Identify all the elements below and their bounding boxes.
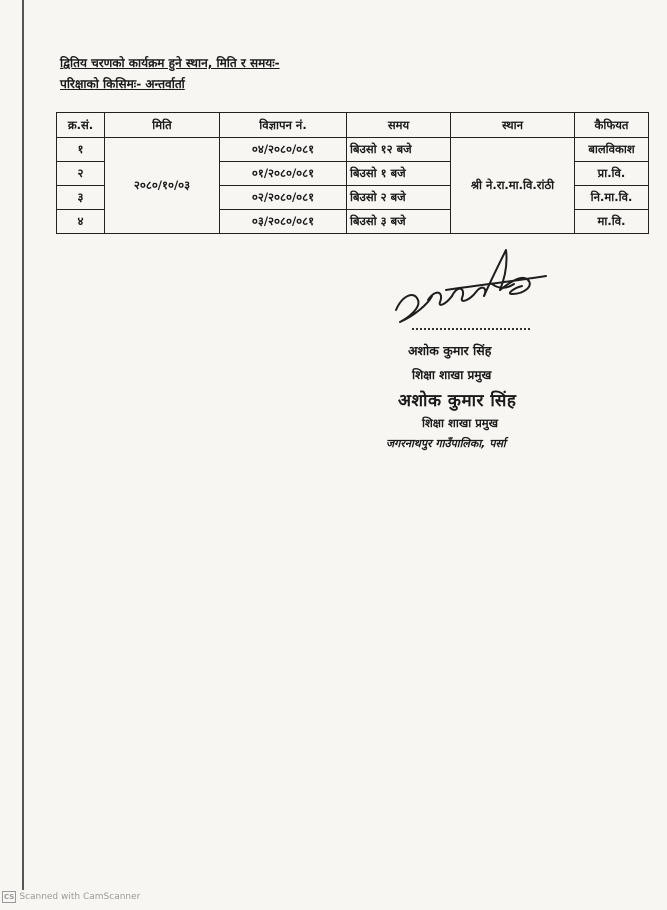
header-date: मिति (105, 113, 220, 138)
table-row (57, 138, 649, 162)
cell-remarks: नि.मा.वि. (575, 186, 649, 210)
watermark-text: Scanned with CamScanner (19, 892, 141, 902)
exam-type-heading: परिक्षाको किसिमः- अन्तर्वार्ता (60, 77, 185, 91)
cell-sn: ४ (57, 210, 105, 234)
header-venue: स्थान (451, 113, 575, 138)
cell-sn: ३ (57, 186, 105, 210)
cell-date: २०८०/१०/०३ (105, 138, 220, 234)
schedule-table (56, 112, 649, 234)
stamp-name: अशोक कुमार सिंह (398, 391, 517, 411)
handwritten-signature (388, 244, 558, 330)
cell-time: बिउसो १२ बजे (347, 138, 451, 162)
stamp-title: शिक्षा शाखा प्रमुख (422, 416, 499, 430)
cell-sn: २ (57, 162, 105, 186)
cell-remarks: प्रा.वि. (575, 162, 649, 186)
camscanner-watermark (2, 891, 140, 903)
header-sn: क्र.सं. (57, 113, 105, 138)
header-time: समय (347, 113, 451, 138)
camscanner-logo-icon: CS (4, 893, 15, 901)
signatory-title: शिक्षा शाखा प्रमुख (412, 368, 492, 382)
cell-ad-no: ०१/२०८०/०८१ (220, 162, 347, 186)
cell-time: बिउसो २ बजे (347, 186, 451, 210)
signature-line (412, 328, 530, 330)
cell-remarks: बालविकाश (575, 138, 649, 162)
cell-time: बिउसो १ बजे (347, 162, 451, 186)
header-ad-no: विज्ञापन नं. (220, 113, 347, 138)
cell-time: बिउसो ३ बजे (347, 210, 451, 234)
cell-ad-no: ०२/२०८०/०८१ (220, 186, 347, 210)
header-remarks: कैफियत (575, 113, 649, 138)
table-header-row (57, 113, 649, 138)
schedule-heading: द्वितिय चरणको कार्यक्रम हुने स्थान, मिति र समयः- (60, 56, 280, 70)
signatory-name: अशोक कुमार सिंह (408, 343, 492, 358)
signature-block (360, 240, 580, 470)
cell-ad-no: ०३/२०८०/०८१ (220, 210, 347, 234)
cell-ad-no: ०४/२०८०/०८१ (220, 138, 347, 162)
cell-remarks: मा.वि. (575, 210, 649, 234)
cell-venue: श्री ने.रा.मा.वि.रांठी (451, 138, 575, 234)
stamp-office: जगरनाथपुर गाउँपालिका, पर्सा (386, 437, 506, 450)
cell-sn: १ (57, 138, 105, 162)
margin-line (22, 0, 24, 890)
